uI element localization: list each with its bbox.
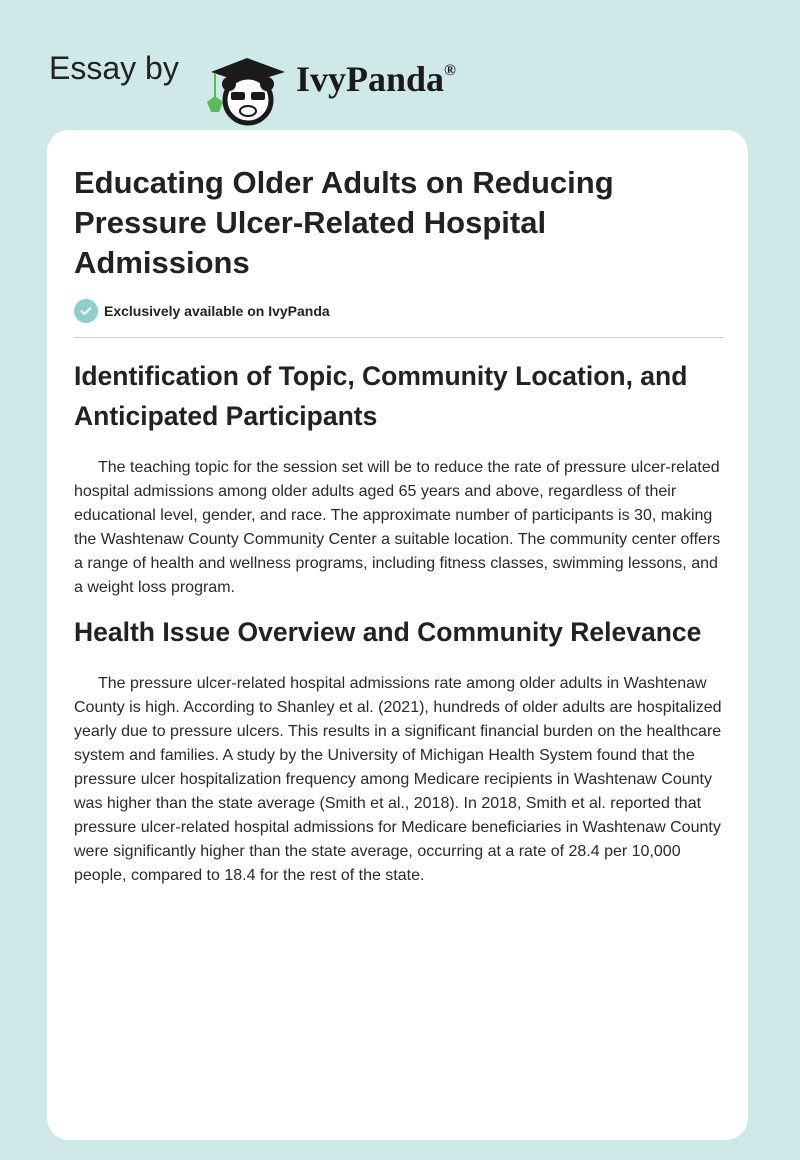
section-heading: Identification of Topic, Community Location, and Anticipated Participants (74, 361, 688, 431)
section-heading: Health Issue Overview and Community Relevance (74, 617, 702, 647)
essay-by-label: Essay by (49, 50, 179, 86)
section-paragraph: The teaching topic for the session set will be to reduce the rate of pressure ulcer-related hospital admissions among older adults aged 65 years and above, regardless of their educational level, gender, and race. The approximate number of participants is 30, making the Washtenaw County Community Center a suitable location. The community center offers a range of health and wellness programs, including fitness classes, swimming lessons, and a weight loss program. (74, 459, 721, 596)
exclusive-badge (74, 298, 724, 324)
site-header (0, 20, 800, 120)
badge-text: Exclusively available on IvyPanda (104, 303, 330, 319)
article-card (47, 130, 748, 1140)
brand-name (296, 58, 456, 100)
article-title: Educating Older Adults on Reducing Pressure Ulcer-Related Hospital Admissions (74, 165, 614, 280)
brand-text: IvyPanda (296, 59, 445, 99)
check-icon (74, 299, 98, 323)
registered-mark: ® (444, 62, 456, 79)
ivypanda-logo-icon[interactable] (203, 56, 293, 126)
section-paragraph: The pressure ulcer-related hospital admissions rate among older adults in Washtenaw County is high. According to Shanley et al. (2021), hundreds of older adults are hospitalized yearly due to pressure ulcers. This results in a significant financial burden on the healthcare system and families. A study by the University of Michigan Health System found that the pressure ulcer hospitalization frequency among Medicare recipients in Washtenaw County was higher than the state average (Smith et al., 2018). In 2018, Smith et al. reported that pressure ulcer-related hospital admissions for Medicare beneficiaries in Washtenaw County were significantly higher than the state average, occurring at a rate of 28.4 per 10,000 people, compared to 18.4 for the rest of the state. (74, 675, 722, 884)
divider (74, 337, 724, 338)
